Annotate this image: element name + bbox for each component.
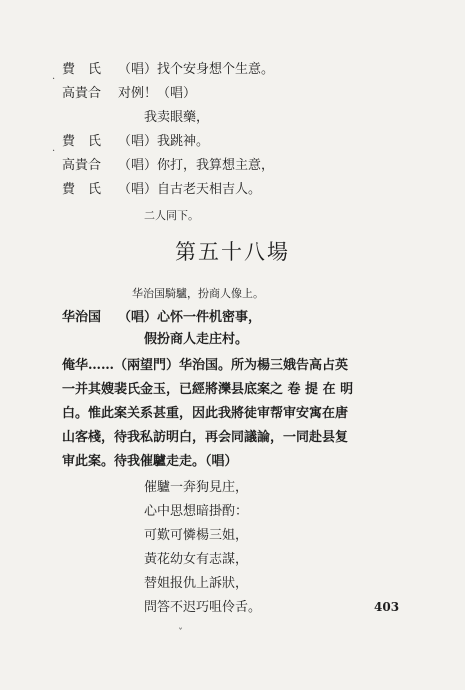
verse-line: 心中思想暗掛酌： (144, 504, 249, 519)
stage-direction: 二人同下。 (144, 209, 199, 222)
prose-line: 审此案。待我催驢走走。（唱） (62, 454, 238, 469)
speaker: 費 氏 (62, 134, 102, 149)
line-text: （唱）心怀一件机密事， (118, 310, 262, 325)
verse-line: 問答不迟巧咀伶舌。 (144, 600, 262, 615)
verse-line: 黃花幼女有志謀， (144, 552, 249, 567)
dialogue-line (144, 332, 248, 348)
dialogue-line (62, 158, 274, 174)
line-text: （唱）自古老天相吉人。 (118, 182, 262, 197)
line-text: （唱）我跳神。 (118, 134, 210, 149)
verse-line: 催驢一奔狗見庄， (144, 480, 249, 495)
prose-line: 一并其嫂裴氏金玉，已經將濼县底案之 卷 提 在 明 (62, 382, 354, 397)
stage-direction: 华治国騎驢，扮商人像上。 (132, 287, 264, 300)
line-text: （唱）找个安身想个生意。 (118, 62, 275, 77)
verse-line: 替姐报仇上訴狀， (144, 576, 249, 591)
prose-line: 山客棧，待我私訪明白，再会同議論，一同赴县复 (62, 430, 349, 445)
scan-mark: · (52, 146, 56, 157)
dialogue-line (62, 62, 274, 78)
line-text: （唱）你打，我算想主意， (118, 158, 275, 173)
line-text: 我卖眼藥， (144, 110, 210, 125)
speaker: 費 氏 (62, 62, 102, 77)
speaker: 高貴合 (62, 86, 102, 101)
verse-line: 可歎可憐楊三姐， (144, 528, 249, 543)
page-number: 403 (374, 600, 400, 614)
dialogue-line (62, 86, 196, 102)
speaker: 高貴合 (62, 158, 102, 173)
speaker: 費 氏 (62, 182, 102, 197)
dialogue-line (62, 182, 261, 198)
prose-line: 白。惟此案关系甚重，因此我將徒审帮审安寓在唐 (62, 406, 349, 421)
speaker: 华治国 (62, 310, 102, 325)
line-text: 假扮商人走庄村。 (144, 332, 249, 347)
dialogue-line (62, 134, 209, 150)
scan-mark: · (52, 74, 56, 85)
scan-mark: ˇ (178, 628, 183, 639)
dialogue-line (144, 110, 209, 126)
scene-title: 第五十八場 (175, 240, 290, 264)
prose-line: 俺华……（兩望門）华治国。所为楊三娥告高占英 (62, 358, 349, 373)
dialogue-line (62, 310, 261, 326)
line-text: 对例！（唱） (118, 86, 197, 101)
